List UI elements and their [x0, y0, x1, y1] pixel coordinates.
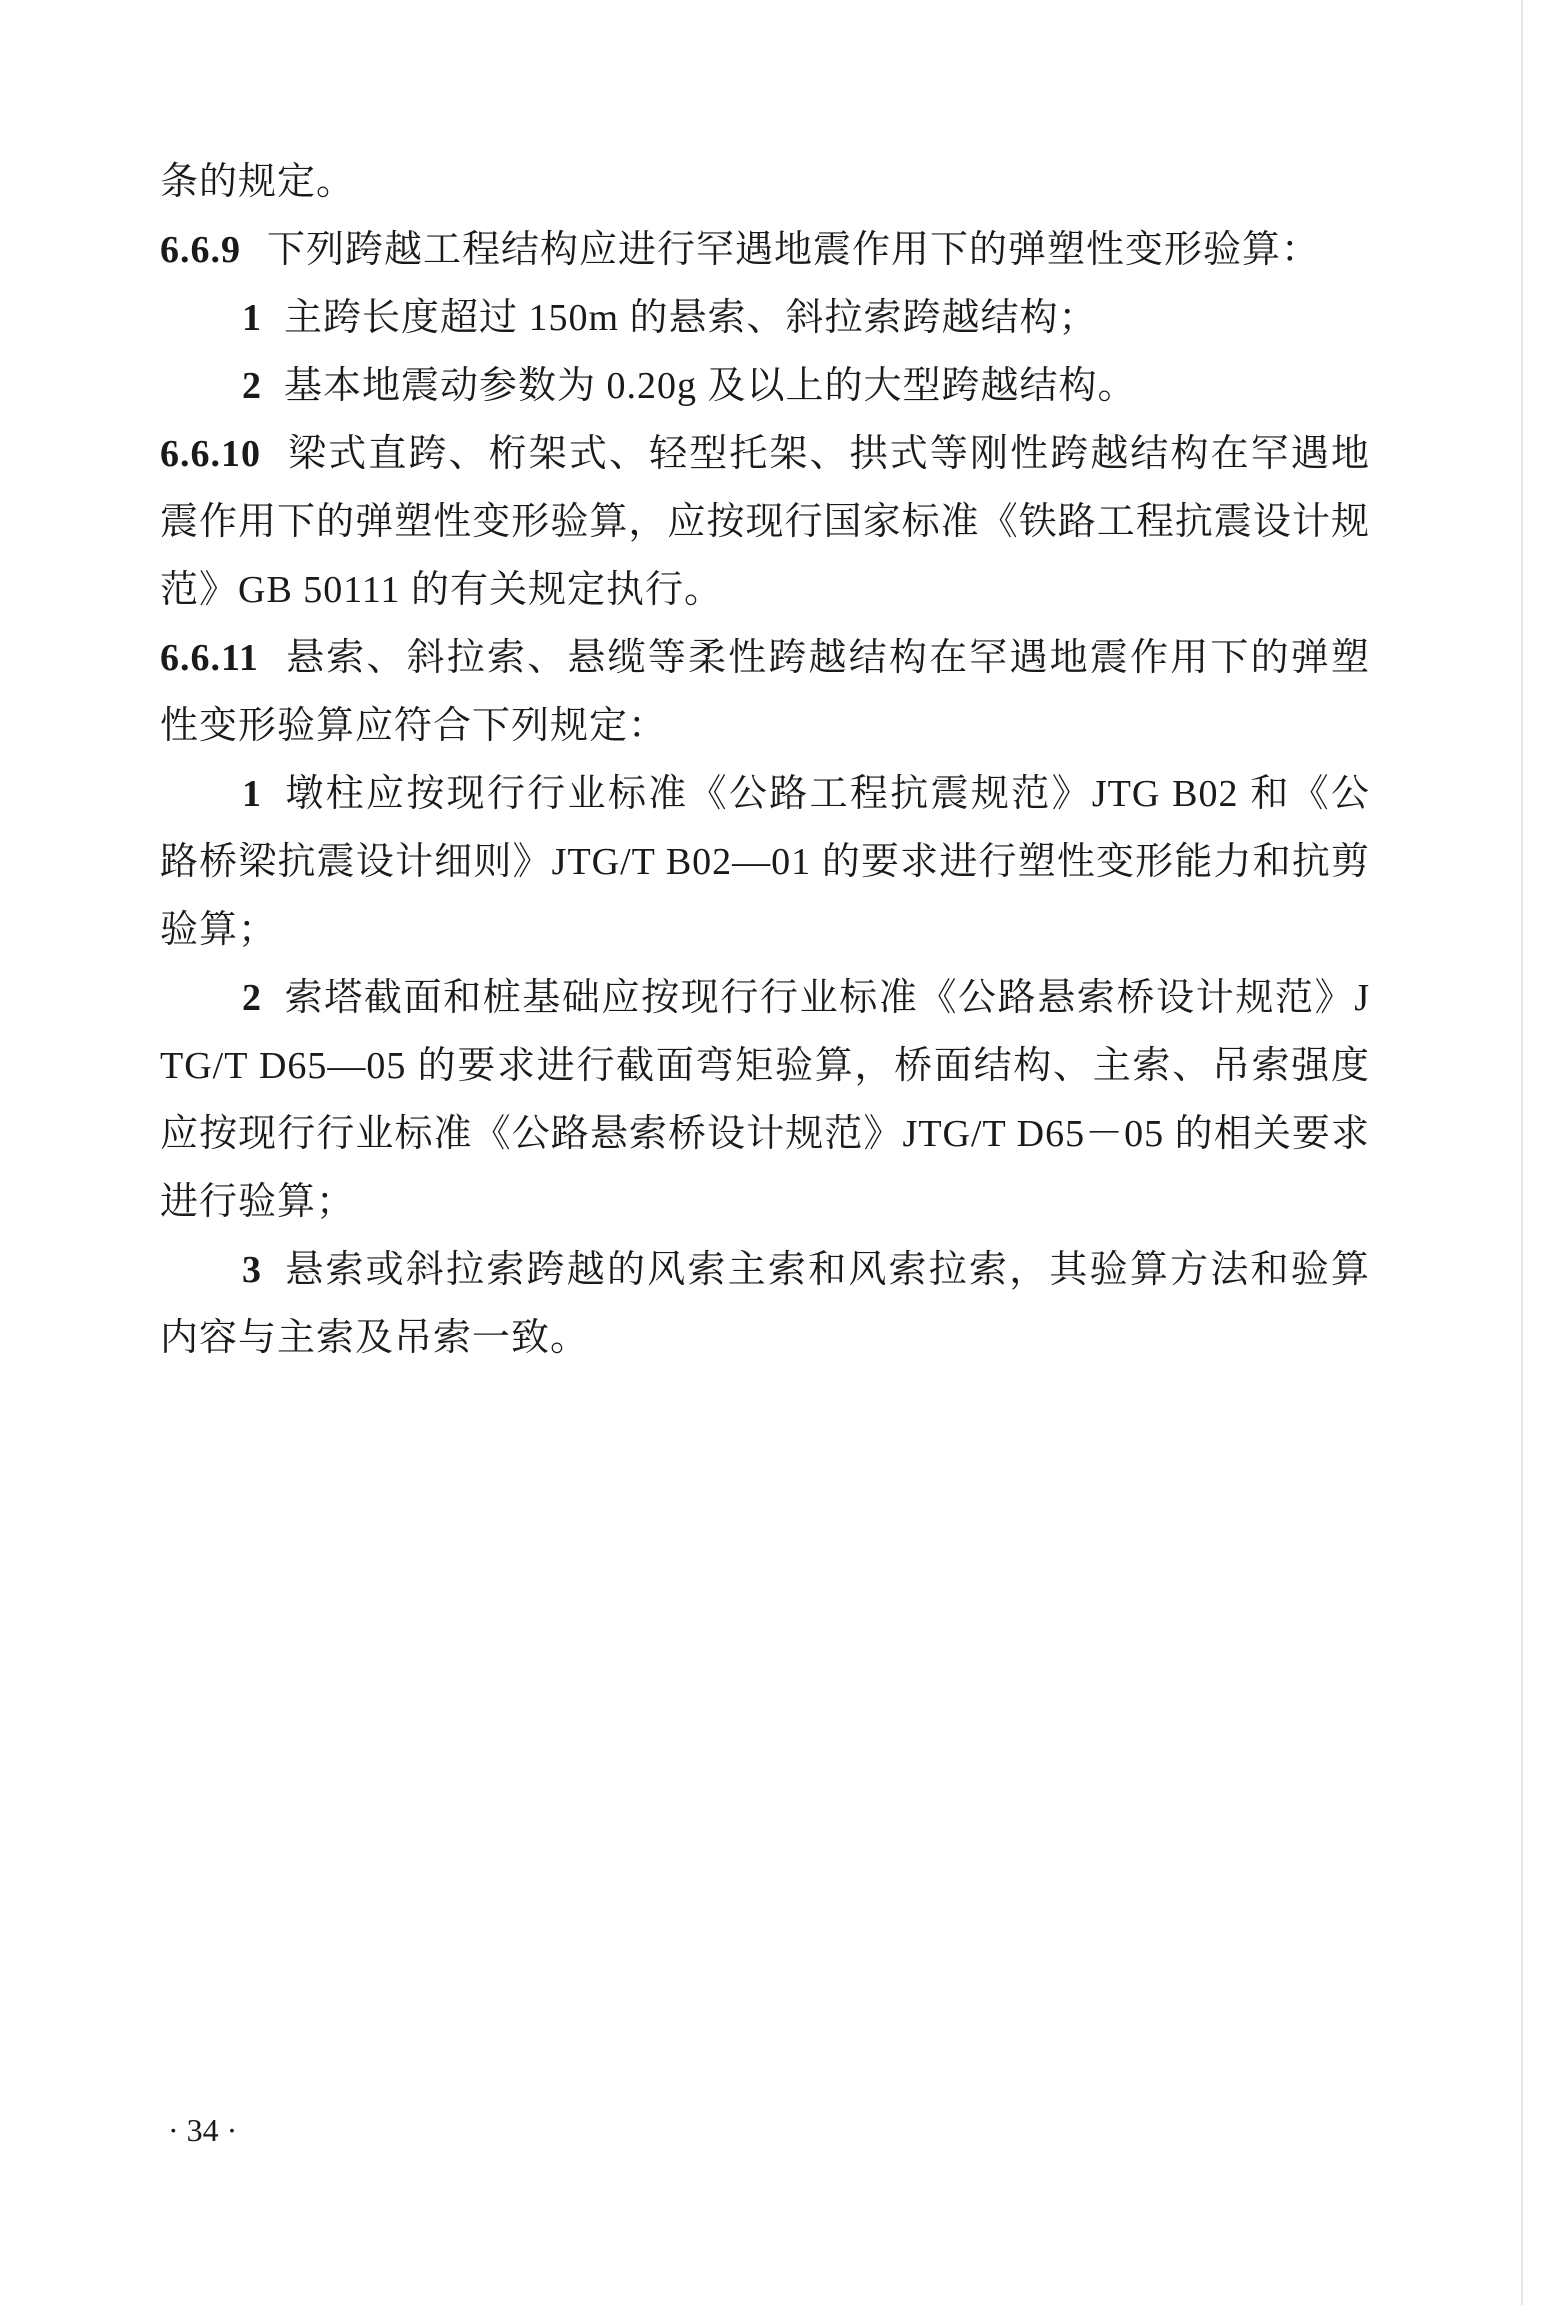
item-text: 索塔截面和桩基础应按现行行业标准《公路悬索桥设计规范》JTG/T D65—05 的要求进行截面弯矩验算，桥面结构、主索、吊索强度应按现行行业标准《公路悬索桥设计规范》JTG/T D65－05 的相关要求进行验算；: [160, 977, 1370, 1223]
clause-text: 悬索、斜拉索、悬缆等柔性跨越结构在罕遇地震作用下的弹塑性变形验算应符合下列规定：: [160, 637, 1370, 747]
clause-item: [160, 352, 1370, 420]
clause-number: 6.6.10: [160, 433, 261, 475]
clause-paragraph: [160, 420, 1370, 624]
page-number: · 34 ·: [168, 2112, 238, 2148]
item-number: 3: [242, 1249, 262, 1291]
clause-list: [160, 216, 1370, 1372]
binding-edge-rule: [1521, 0, 1523, 2305]
clause-text: 下列跨越工程结构应进行罕遇地震作用下的弹塑性变形验算：: [267, 229, 1321, 271]
clause-item: [160, 760, 1370, 964]
clause-item: [160, 1236, 1370, 1372]
item-number: 2: [242, 977, 262, 1019]
clause-item: [160, 284, 1370, 352]
body-text: [160, 148, 1370, 1372]
item-text: 墩柱应按现行行业标准《公路工程抗震规范》JTG B02 和《公路桥梁抗震设计细则》JTG/T B02—01 的要求进行塑性变形能力和抗剪验算；: [160, 773, 1370, 951]
item-text: 主跨长度超过 150m 的悬索、斜拉索跨越结构；: [284, 297, 1098, 339]
clause-text: 梁式直跨、桁架式、轻型托架、拱式等刚性跨越结构在罕遇地震作用下的弹塑性变形验算，应按现行国家标准《铁路工程抗震设计规范》GB 50111 的有关规定执行。: [160, 433, 1370, 611]
continuation-text: 条的规定。: [160, 161, 356, 203]
clause-paragraph: [160, 216, 1370, 284]
clause-paragraph: [160, 624, 1370, 760]
item-text: 悬索或斜拉索跨越的风索主索和风索拉索，其验算方法和验算内容与主索及吊索一致。: [160, 1249, 1370, 1359]
item-number: 1: [242, 297, 262, 339]
clause-number: 6.6.11: [160, 637, 259, 679]
clause-number: 6.6.9: [160, 229, 241, 271]
item-number: 2: [242, 365, 262, 407]
item-text: 基本地震动参数为 0.20g 及以上的大型跨越结构。: [284, 365, 1137, 407]
clause-item: [160, 964, 1370, 1236]
item-number: 1: [242, 773, 262, 815]
